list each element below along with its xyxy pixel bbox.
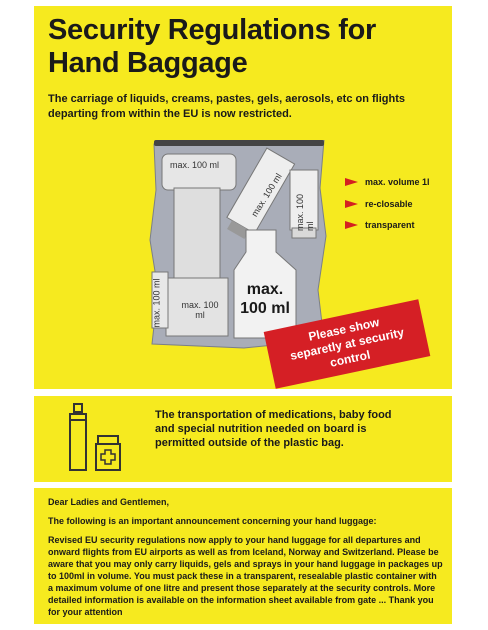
jar-label: max. 100 ml: [181, 300, 219, 320]
medicine-jar-icon: [96, 436, 120, 470]
plastic-bag-icon: [148, 140, 328, 350]
plastic-bag-illustration: [148, 140, 328, 350]
tube-left-label: max. 100 ml: [151, 278, 162, 328]
baby-bottle-icon: [70, 404, 86, 470]
big-bottle-label: max. 100 ml: [240, 281, 290, 317]
intro-text: The carriage of liquids, creams, pastes, gels, aerosols, etc on flights departing from within the EU is now restricted.: [48, 93, 406, 120]
red-arrow-icon: [345, 221, 358, 229]
small-bottle-label: max. 100 ml: [170, 160, 220, 170]
security-control-stamp: Please show separetly at security control: [264, 299, 431, 389]
letter-greeting: Dear Ladies and Gentlemen,: [48, 497, 170, 507]
poster-title: Security Regulations for Hand Baggage: [48, 14, 376, 79]
medications-icons: [66, 402, 126, 474]
letter-announcement: The following is an important announcement concerning your hand luggage:: [48, 516, 377, 526]
letter-body: Revised EU security regulations now apply to your hand luggage for all departures and onward flights from EU airports as well as from Iceland, Norway and Switzerland. Please be aware that you may only carry liquids, gels and sprays in your hand luggage in packages up to 100ml in volume. You must pack these in a transparent, resealable plastic container with a maximum volume of one litre and present those separately at the security controls. More detailed information is available on the information sheet available from gate ... Thank you for your attention: [48, 535, 443, 617]
medications-text: The transportation of medications, baby food and special nutrition needed on board is permitted outside of the plastic bag.: [155, 409, 392, 449]
spray-label: max. 100 ml: [249, 171, 284, 219]
red-arrow-icon: [345, 178, 358, 186]
tube-right-label: max. 100 ml: [295, 193, 315, 231]
announcement-letter: [48, 496, 443, 618]
red-arrow-icon: [345, 200, 358, 208]
